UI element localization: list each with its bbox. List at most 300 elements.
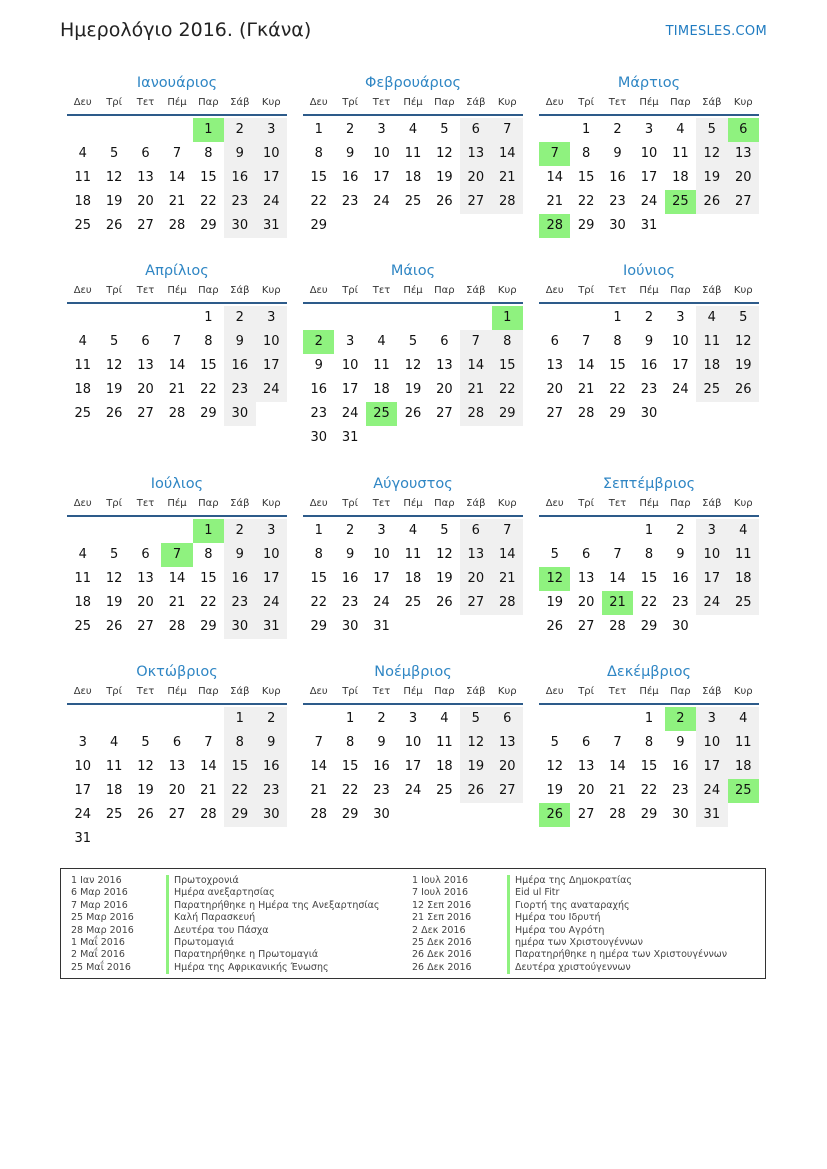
day-cell: 2 [345,122,355,137]
weekday-header [539,282,759,304]
day-cell: 4 [408,523,418,538]
day-cell: 24 [373,595,390,610]
day-cell: 10 [373,146,390,161]
weekday-label: Τετ [372,686,391,697]
weekday-header [539,94,759,116]
holiday-day: 25 [728,779,759,803]
weekday-label: Πέμ [403,686,423,697]
weekday-label: Τρί [578,97,595,108]
weekday-label: Κυρ [733,686,753,697]
day-cell: 27 [137,406,154,421]
day-cell: 18 [74,194,91,209]
holiday-date: 7 Ιουλ 2016 [412,887,468,899]
day-cell: 22 [224,779,255,803]
day-cell: 30 [341,619,359,634]
day-cell: 26 [696,190,727,214]
day-cell: 12 [546,759,563,774]
weekday-label: Τετ [608,686,627,697]
day-cell: 19 [404,382,422,397]
weekday-label: Παρ [434,97,455,108]
day-cell: 17 [640,170,658,185]
day-cell: 23 [310,406,327,421]
holiday-row [71,912,411,924]
day-cell: 9 [345,547,355,562]
day-cell: 18 [373,382,390,397]
day-cell: 14 [546,170,563,185]
weekday-label: Πέμ [639,97,659,108]
weekday-label: Παρ [198,686,219,697]
holiday-day: 25 [665,190,696,214]
day-cell: 18 [404,170,422,185]
day-cell: 8 [224,731,255,755]
holiday-date: 7 Μαρ 2016 [71,899,128,911]
day-cell: 1 [613,310,622,325]
month-9 [539,473,759,639]
day-cell: 24 [256,591,287,615]
weekday-label: Πέμ [403,285,423,296]
day-cell: 26 [436,194,453,209]
weekday-header [303,282,523,304]
day-grid [67,118,287,238]
month-11 [303,661,523,827]
holiday-day: 1 [193,519,224,543]
month-1 [67,72,287,238]
month-12 [539,661,759,827]
day-cell: 25 [74,218,91,233]
day-cell: 19 [546,595,563,610]
day-grid [303,306,523,450]
day-cell: 7 [492,519,523,543]
day-cell: 25 [105,807,123,822]
weekday-header [303,94,523,116]
page-title: Ημερολόγιο 2016. (Γκάνα) [60,19,312,41]
day-cell: 23 [373,783,390,798]
day-cell: 26 [105,619,123,634]
month-title: Απρίλιος [145,263,209,279]
day-cell: 30 [609,218,626,233]
day-cell: 29 [577,218,595,233]
day-cell: 4 [728,519,759,543]
holiday-list [60,868,766,979]
weekday-label: Σάβ [466,686,486,697]
day-cell: 30 [640,406,658,421]
day-cell: 2 [613,122,622,137]
day-cell: 19 [105,382,123,397]
day-cell: 23 [341,194,359,209]
holiday-column-right [412,875,752,974]
day-cell: 4 [377,334,386,349]
weekday-label: Σάβ [230,498,250,509]
weekday-label: Τρί [578,686,595,697]
day-cell: 7 [172,146,182,161]
day-cell: 13 [577,759,595,774]
day-grid [67,707,287,851]
day-cell: 21 [168,194,186,209]
month-title: Μάρτιος [617,75,681,91]
day-cell: 21 [492,567,523,591]
day-cell: 31 [341,430,359,445]
day-cell: 15 [200,170,217,185]
day-cell: 22 [200,382,217,397]
weekday-label: Τρί [578,498,595,509]
day-cell: 25 [74,619,91,634]
day-cell: 22 [341,783,359,798]
weekday-label: Τρί [106,97,123,108]
day-cell: 10 [373,547,390,562]
weekday-label: Πέμ [639,498,659,509]
day-cell: 8 [204,547,213,562]
weekday-label: Κυρ [261,498,281,509]
day-cell: 6 [172,735,182,750]
day-cell: 12 [460,731,491,755]
day-cell: 21 [200,783,217,798]
day-cell: 30 [256,803,287,827]
day-cell: 15 [310,170,327,185]
day-cell: 3 [256,118,287,142]
day-cell: 3 [78,735,87,750]
day-cell: 26 [460,779,491,803]
day-cell: 6 [581,547,591,562]
weekday-label: Παρ [198,498,219,509]
day-cell: 20 [492,755,523,779]
day-cell: 22 [310,595,327,610]
holiday-row [71,962,411,974]
day-cell: 18 [696,354,727,378]
day-cell: 13 [546,358,563,373]
holiday-name: Πρωτοχρονιά [166,875,239,887]
weekday-label: Δευ [73,285,92,296]
day-cell: 14 [168,571,186,586]
day-cell: 18 [74,595,91,610]
holiday-date: 1 Ιαν 2016 [71,875,122,886]
day-cell: 29 [640,807,658,822]
day-cell: 9 [676,735,685,750]
day-cell: 1 [644,711,654,726]
day-cell: 20 [460,567,491,591]
holiday-row [412,912,752,924]
day-cell: 2 [224,519,255,543]
weekday-label: Κυρ [497,97,517,108]
day-cell: 22 [640,595,658,610]
day-grid [303,118,523,238]
weekday-label: Τετ [372,97,391,108]
day-cell: 8 [204,146,213,161]
day-cell: 19 [728,354,759,378]
day-cell: 22 [577,194,595,209]
day-cell: 1 [644,523,654,538]
day-cell: 19 [460,755,491,779]
day-cell: 31 [696,803,727,827]
day-cell: 19 [436,170,453,185]
day-cell: 26 [105,218,123,233]
day-cell: 19 [546,783,563,798]
holiday-name: Ημέρα της Δημοκρατίας [507,875,632,887]
day-cell: 8 [581,146,591,161]
day-cell: 11 [74,358,91,373]
day-cell: 17 [341,382,359,397]
day-cell: 7 [204,735,213,750]
holiday-name: Καλή Παρασκευή [166,912,255,924]
day-cell: 23 [672,595,689,610]
day-cell: 14 [492,142,523,166]
day-cell: 10 [341,358,359,373]
day-cell: 6 [141,547,150,562]
day-cell: 25 [404,595,422,610]
day-cell: 11 [728,731,759,755]
day-cell: 17 [672,358,689,373]
day-cell: 13 [460,142,491,166]
day-cell: 4 [78,334,87,349]
day-cell: 11 [728,543,759,567]
day-cell: 3 [256,306,287,330]
day-grid [67,306,287,426]
day-cell: 2 [224,118,255,142]
month-8 [303,473,523,639]
day-cell: 17 [256,354,287,378]
day-cell: 8 [644,735,654,750]
day-cell: 17 [74,783,91,798]
weekday-label: Δευ [73,686,92,697]
weekday-header [67,683,287,705]
day-cell: 28 [609,807,626,822]
day-cell: 29 [310,619,327,634]
day-cell: 16 [224,166,255,190]
day-cell: 3 [408,711,418,726]
day-cell: 14 [168,358,186,373]
holiday-date: 1 Ιουλ 2016 [412,875,468,886]
day-cell: 21 [460,378,491,402]
holiday-date: 12 Σεπ 2016 [412,899,472,911]
day-cell: 20 [577,595,595,610]
day-cell: 26 [436,595,453,610]
weekday-label: Δευ [309,686,328,697]
day-cell: 27 [168,807,186,822]
day-cell: 4 [78,146,87,161]
month-title: Δεκέμβριος [606,664,692,680]
day-cell: 11 [373,358,390,373]
weekday-label: Δευ [545,686,564,697]
weekday-label: Κυρ [733,285,753,296]
day-cell: 10 [696,543,727,567]
weekday-label: Σάβ [702,686,722,697]
month-title: Σεπτέμβριος [602,476,696,492]
weekday-label: Δευ [309,498,328,509]
day-cell: 4 [676,122,685,137]
day-cell: 28 [168,406,186,421]
day-cell: 12 [404,358,422,373]
day-cell: 6 [440,334,449,349]
holiday-day: 2 [665,707,696,731]
day-cell: 6 [581,735,591,750]
day-cell: 27 [492,779,523,803]
day-cell: 14 [577,358,595,373]
day-cell: 4 [440,711,449,726]
day-cell: 9 [377,735,386,750]
weekday-label: Δευ [73,97,92,108]
day-cell: 20 [137,595,154,610]
holiday-name: Eid ul Fitr [507,887,559,899]
weekday-label: Τετ [608,285,627,296]
day-cell: 15 [200,571,217,586]
day-cell: 24 [672,382,689,397]
day-grid [303,707,523,827]
day-cell: 20 [728,166,759,190]
day-cell: 26 [137,807,154,822]
day-grid [539,519,759,639]
holiday-day: 2 [303,330,334,354]
day-cell: 8 [345,735,355,750]
weekday-label: Κυρ [261,97,281,108]
holiday-name: Δευτέρα του Πάσχα [166,925,269,937]
weekday-label: Κυρ [733,97,753,108]
weekday-label: Σάβ [230,97,250,108]
day-cell: 21 [168,382,186,397]
holiday-row [412,875,752,887]
day-cell: 9 [256,731,287,755]
weekday-label: Κυρ [497,686,517,697]
month-title: Ιούνιος [623,263,675,279]
site-link[interactable]: TIMESLES.COM [665,24,767,39]
day-grid [539,707,759,827]
day-cell: 18 [728,755,759,779]
day-cell: 14 [200,759,217,774]
day-cell: 9 [644,334,654,349]
day-cell: 28 [609,619,626,634]
weekday-label: Παρ [670,498,691,509]
holiday-date: 26 Δεκ 2016 [412,961,472,973]
weekday-label: Σάβ [466,498,486,509]
holiday-name: Γιορτή της αναταραχής [507,900,630,912]
holiday-date: 25 Μαΐ 2016 [71,961,131,973]
day-cell: 21 [310,783,327,798]
holiday-row [71,900,411,912]
day-cell: 5 [141,735,150,750]
day-cell: 7 [492,118,523,142]
weekday-label: Παρ [670,686,691,697]
holiday-row [412,887,752,899]
day-cell: 4 [696,306,727,330]
day-cell: 4 [728,707,759,731]
day-cell: 17 [256,166,287,190]
day-cell: 7 [172,334,182,349]
holiday-day: 7 [539,142,570,166]
day-cell: 20 [168,783,186,798]
weekday-label: Παρ [198,285,219,296]
day-cell: 24 [696,779,727,803]
day-cell: 31 [640,218,658,233]
day-cell: 27 [577,619,595,634]
weekday-label: Τρί [106,285,123,296]
day-cell: 20 [137,382,154,397]
day-cell: 8 [613,334,622,349]
day-cell: 29 [200,619,217,634]
day-cell: 13 [137,571,154,586]
weekday-label: Δευ [545,285,564,296]
day-cell: 12 [728,330,759,354]
day-cell: 14 [460,354,491,378]
day-cell: 9 [224,142,255,166]
weekday-label: Σάβ [230,285,250,296]
weekday-label: Σάβ [466,285,486,296]
day-cell: 12 [105,358,123,373]
day-cell: 11 [404,547,422,562]
day-cell: 29 [310,218,327,233]
day-cell: 1 [204,310,213,325]
weekday-label: Σάβ [702,97,722,108]
day-cell: 9 [676,547,685,562]
holiday-date: 2 Μαΐ 2016 [71,949,125,961]
holiday-date: 2 Δεκ 2016 [412,924,466,936]
day-cell: 21 [577,382,595,397]
weekday-label: Τρί [342,97,359,108]
day-cell: 8 [492,330,523,354]
month-title: Μάιος [390,263,436,279]
day-cell: 23 [224,190,255,214]
day-cell: 11 [404,146,422,161]
weekday-label: Παρ [670,97,691,108]
day-cell: 12 [105,571,123,586]
holiday-day: 1 [193,118,224,142]
day-cell: 15 [341,759,359,774]
weekday-label: Δευ [309,285,328,296]
day-cell: 24 [696,591,727,615]
month-5 [303,260,523,450]
day-cell: 24 [404,783,422,798]
day-cell: 5 [440,523,449,538]
holiday-row [412,925,752,937]
day-cell: 1 [224,707,255,731]
day-cell: 31 [74,831,91,846]
holiday-row [71,887,411,899]
weekday-label: Τετ [372,285,391,296]
day-grid [303,519,523,639]
day-cell: 16 [672,571,689,586]
holiday-row [412,937,752,949]
day-cell: 6 [460,118,491,142]
weekday-label: Δευ [309,97,328,108]
day-cell: 11 [105,759,123,774]
day-cell: 24 [341,406,359,421]
holiday-row [412,949,752,961]
day-cell: 23 [640,382,658,397]
weekday-label: Δευ [73,498,92,509]
day-cell: 10 [404,735,422,750]
day-cell: 28 [200,807,217,822]
holiday-row [71,949,411,961]
day-cell: 1 [314,122,323,137]
day-cell: 14 [609,571,626,586]
holiday-name: Ημέρα του Αγρότη [507,925,604,937]
day-cell: 13 [492,731,523,755]
weekday-label: Πέμ [167,686,187,697]
day-cell: 2 [377,711,386,726]
day-cell: 20 [436,382,453,397]
holiday-date: 26 Δεκ 2016 [412,949,472,961]
holiday-day: 7 [161,543,192,567]
day-cell: 21 [609,783,626,798]
day-cell: 22 [640,783,658,798]
day-cell: 19 [105,595,123,610]
weekday-label: Δευ [545,97,564,108]
holiday-day: 25 [366,402,397,426]
day-cell: 24 [256,378,287,402]
day-cell: 5 [109,146,119,161]
day-cell: 15 [492,354,523,378]
day-cell: 7 [460,330,491,354]
weekday-label: Πέμ [639,285,659,296]
day-cell: 16 [310,382,327,397]
day-cell: 17 [404,759,422,774]
